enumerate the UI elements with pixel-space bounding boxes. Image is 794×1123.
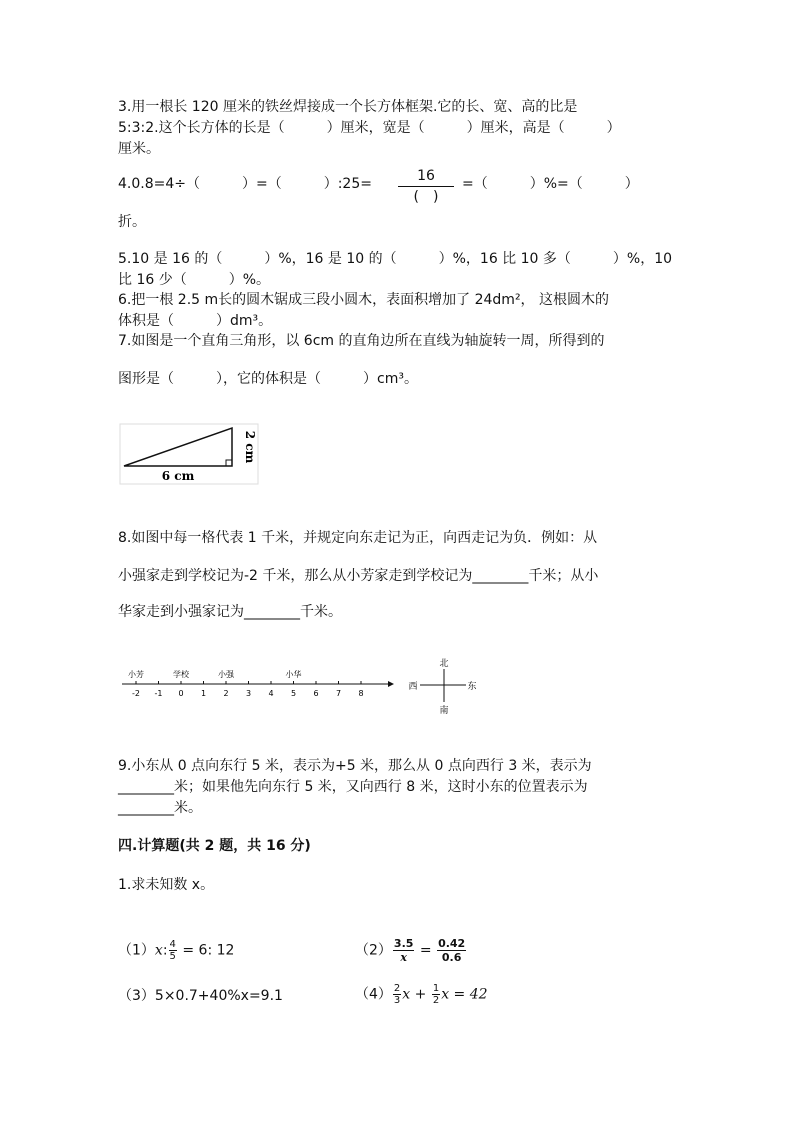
q4-frac-num: 16: [417, 168, 435, 184]
q4-line2: 折。: [118, 214, 146, 230]
eq1-fraction: [169, 939, 177, 962]
q6-line1: 6.把一根 2.5 m长的圆木锯成三段小圆木，表面积增加了 24dm²， 这根圆木的: [118, 292, 610, 308]
eq1-colon: :: [162, 942, 168, 959]
number-line-tick-label: 6: [313, 689, 319, 698]
eq2-left-fraction: [393, 937, 415, 964]
number-line-tick-label: 3: [245, 689, 252, 698]
number-line: [118, 658, 398, 706]
q4-frac-bar: [398, 186, 454, 187]
number-line-place-label: 学校: [173, 670, 189, 679]
eq4-b-den: 2: [432, 995, 440, 1006]
q4-frac-den: ( ): [413, 189, 439, 205]
q8-line1: 8.如图中每一格代表 1 千米，并规定向东走记为正，向西走记为负．例如：从: [118, 530, 598, 546]
equation-3: （3）5×0.7+40%x=9.1: [118, 988, 283, 1004]
eq2-left-num: 3.5: [393, 937, 414, 950]
q9-line3: ________米。: [118, 800, 202, 816]
eq2-equals: =: [419, 942, 432, 959]
number-line-tick-label: 8: [358, 689, 364, 698]
eq4-mid: x +: [402, 986, 427, 1003]
section-4-title: 四.计算题(共 2 题，共 16 分): [118, 838, 311, 854]
number-line-tick-label: 1: [200, 689, 207, 698]
number-line-place-label: 小芳: [128, 670, 144, 679]
eq1-frac-num: 4: [169, 939, 176, 950]
number-line-tick-label: 4: [268, 689, 274, 698]
eq1-var: x: [154, 942, 163, 959]
q8-line2: 小强家走到学校记为-2 千米，那么从小芳家走到学校记为________千米；从小: [118, 568, 599, 584]
eq1-frac-den: 5: [169, 951, 176, 962]
number-line-place-label: 小华: [285, 670, 302, 679]
eq4-fraction-b: [432, 983, 440, 1006]
equation-2: [355, 937, 467, 964]
q9-line2: ________米；如果他先向东行 5 米，又向西行 8 米，这时小东的位置表示为: [118, 779, 588, 795]
compass: [408, 656, 480, 716]
q3-line3: 厘米。: [118, 141, 160, 157]
eq4-b-num: 1: [432, 983, 440, 994]
q9-line1: 9.小东从 0 点向东行 5 米，表示为+5 米，那么从 0 点向西行 3 米，表示为: [118, 758, 592, 774]
eq4-label: （4）: [355, 986, 392, 1003]
equation-1: [118, 939, 234, 962]
compass-north: 北: [439, 659, 449, 669]
equation-4: [355, 983, 488, 1006]
number-line-tick-label: 2: [223, 689, 229, 698]
q8-line3: 华家走到小强家记为________千米。: [118, 604, 342, 620]
compass-west: 西: [408, 682, 418, 692]
q4-fraction: [398, 168, 454, 205]
eq2-label: （2）: [355, 942, 392, 959]
eq2-right-num: 0.42: [438, 937, 466, 950]
eq4-a-den: 3: [393, 995, 401, 1006]
q4-right: =（ ）%=（ ）: [462, 176, 639, 192]
number-line-tick-label: -2: [132, 689, 140, 698]
eq2-right-fraction: [437, 937, 466, 964]
number-line-tick-label: 0: [178, 689, 184, 698]
triangle-height-label: 2 cm: [243, 430, 257, 464]
calc1-title: 1.求未知数 x。: [118, 877, 215, 893]
number-line-places: [128, 669, 302, 679]
q3-line2: 5:3:2.这个长方体的长是（ ）厘米，宽是（ ）厘米，高是（ ）: [118, 120, 621, 136]
eq1-rhs: = 6: 12: [182, 942, 235, 959]
eq1-label: （1）: [118, 942, 155, 959]
number-line-tick-label: 7: [335, 689, 342, 698]
number-line-place-label: 小强: [218, 670, 234, 679]
q3-line1: 3.用一根长 120 厘米的铁丝焊接成一个长方体框架.它的长、宽、高的比是: [118, 99, 578, 115]
q6-line2: 体积是（ ）dm³。: [118, 313, 273, 329]
compass-south: 南: [439, 706, 449, 716]
eq4-fraction-a: [393, 983, 401, 1006]
number-line-arrow: [388, 681, 394, 687]
q5-line1: 5.10 是 16 的（ ）%，16 是 10 的（ ）%，16 比 10 多（ ）%，10: [118, 251, 673, 267]
compass-east: 东: [467, 682, 477, 692]
q7-line2: 图形是（ ），它的体积是（ ）cm³。: [118, 371, 418, 387]
number-line-tick-label: -1: [154, 689, 163, 698]
eq4-a-num: 2: [393, 983, 401, 994]
q7-line1: 7.如图是一个直角三角形，以 6cm 的直角边所在直线为轴旋转一周，所得到的: [118, 333, 605, 349]
q4-left: 4.0.8=4÷（ ）=（ ）:25=: [118, 176, 372, 192]
eq4-end: x = 42: [441, 986, 488, 1003]
number-line-tick-label: 5: [290, 689, 297, 698]
right-triangle-figure: [118, 422, 260, 486]
eq2-left-den: x: [400, 951, 407, 964]
eq2-right-den: 0.6: [441, 951, 462, 964]
q5-line2: 比 16 少（ ）%。: [118, 272, 271, 288]
triangle-base-label: 6 cm: [161, 469, 195, 483]
